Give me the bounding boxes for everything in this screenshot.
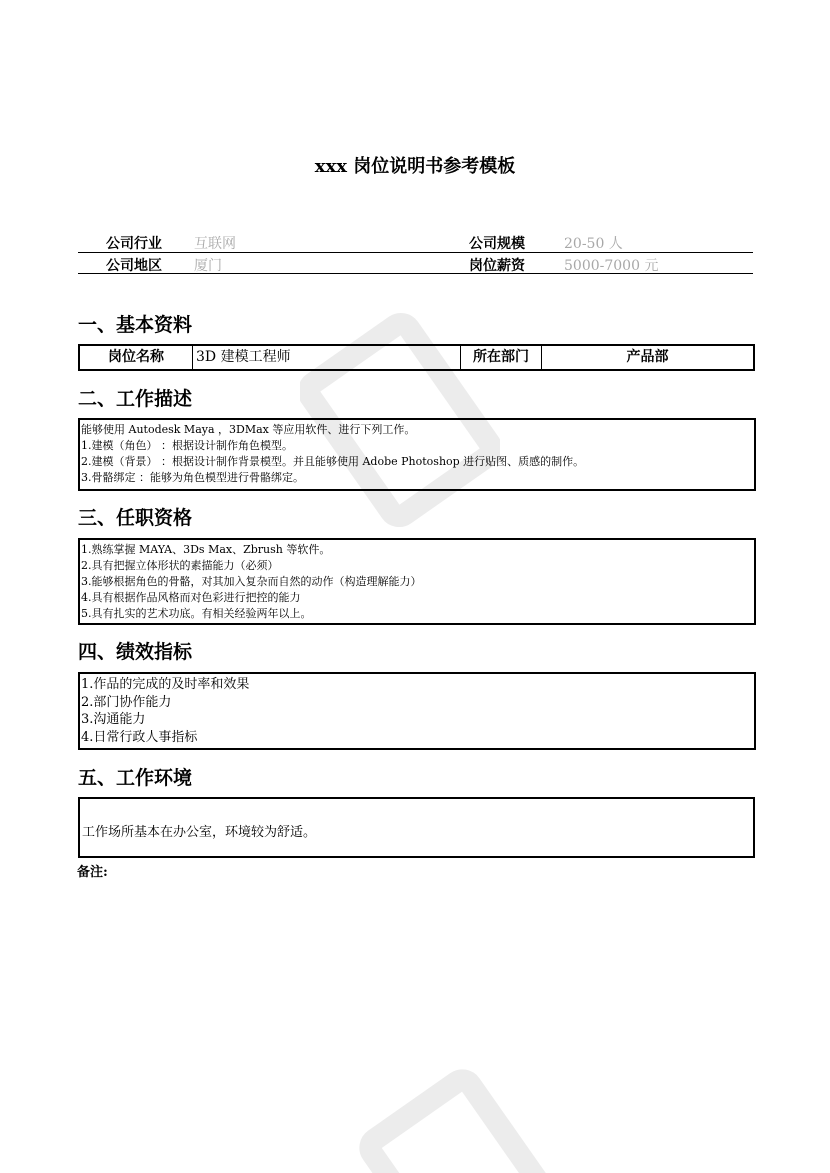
salary-label: 岗位薪资	[469, 258, 525, 274]
scale-value: 20-50 人	[564, 236, 623, 252]
industry-value: 互联网	[194, 236, 236, 252]
performance-box	[78, 672, 756, 750]
department-value: 产品部	[626, 349, 669, 365]
list-item: 能够使用 Autodesk Maya ，3DMax 等应用软件、进行下列工作。	[81, 423, 416, 436]
list-item: 4.具有根据作品风格而对色彩进行把控的能力	[81, 591, 301, 604]
scale-label: 公司规模	[469, 236, 525, 252]
list-item: 2.具有把握立体形状的素描能力（必须）	[81, 559, 279, 572]
divider	[78, 273, 753, 274]
list-item: 3.沟通能力	[81, 712, 146, 727]
list-item: 3.能够根据角色的骨骼，对其加入复杂而自然的动作（构造理解能力）	[81, 575, 422, 588]
list-item: 1.作品的完成的及时率和效果	[81, 677, 250, 692]
section-heading-performance: 四、绩效指标	[78, 641, 193, 663]
qualifications-box	[78, 538, 756, 625]
salary-value: 5000-7000 元	[564, 258, 659, 274]
position-label: 岗位名称	[80, 346, 193, 369]
environment-text: 工作场所基本在办公室，环境较为舒适。	[82, 825, 317, 840]
list-item: 4.日常行政人事指标	[81, 729, 198, 745]
environment-box	[78, 797, 755, 858]
list-item: 3.骨骼绑定 ：能够为角色模型进行骨骼绑定。	[81, 471, 304, 484]
department-label: 所在部门	[461, 346, 542, 369]
watermark-stamp	[350, 1060, 550, 1173]
section-heading-environment: 五、工作环境	[78, 767, 193, 789]
list-item: 2.部门协作能力	[81, 694, 172, 710]
industry-label: 公司行业	[106, 236, 162, 252]
region-label: 公司地区	[106, 258, 162, 274]
position-value: 3D 建模工程师	[193, 346, 461, 369]
section-heading-description: 二、工作描述	[78, 388, 193, 410]
region-value: 厦门	[194, 258, 222, 274]
section-heading-basic: 一、基本资料	[78, 314, 193, 336]
description-box	[78, 418, 756, 491]
list-item: 5.具有扎实的艺术功底。有相关经验两年以上。	[81, 607, 312, 620]
list-item: 1.建模（角色） ：根据设计制作角色模型。	[81, 439, 293, 452]
section-heading-qualifications: 三、任职资格	[78, 507, 193, 529]
list-item: 1.熟练掌握 MAYA、3Ds Max、Zbrush 等软件。	[81, 543, 331, 556]
divider	[78, 252, 753, 253]
notes-label: 备注:	[77, 865, 108, 880]
document-title: xxx 岗位说明书参考模板	[314, 156, 516, 177]
basic-info-table	[78, 344, 755, 371]
list-item: 2.建模（背景） ：根据设计制作背景模型。并且能够使用 Adobe Photoshop 进行贴图、质感的制作。	[81, 455, 585, 468]
